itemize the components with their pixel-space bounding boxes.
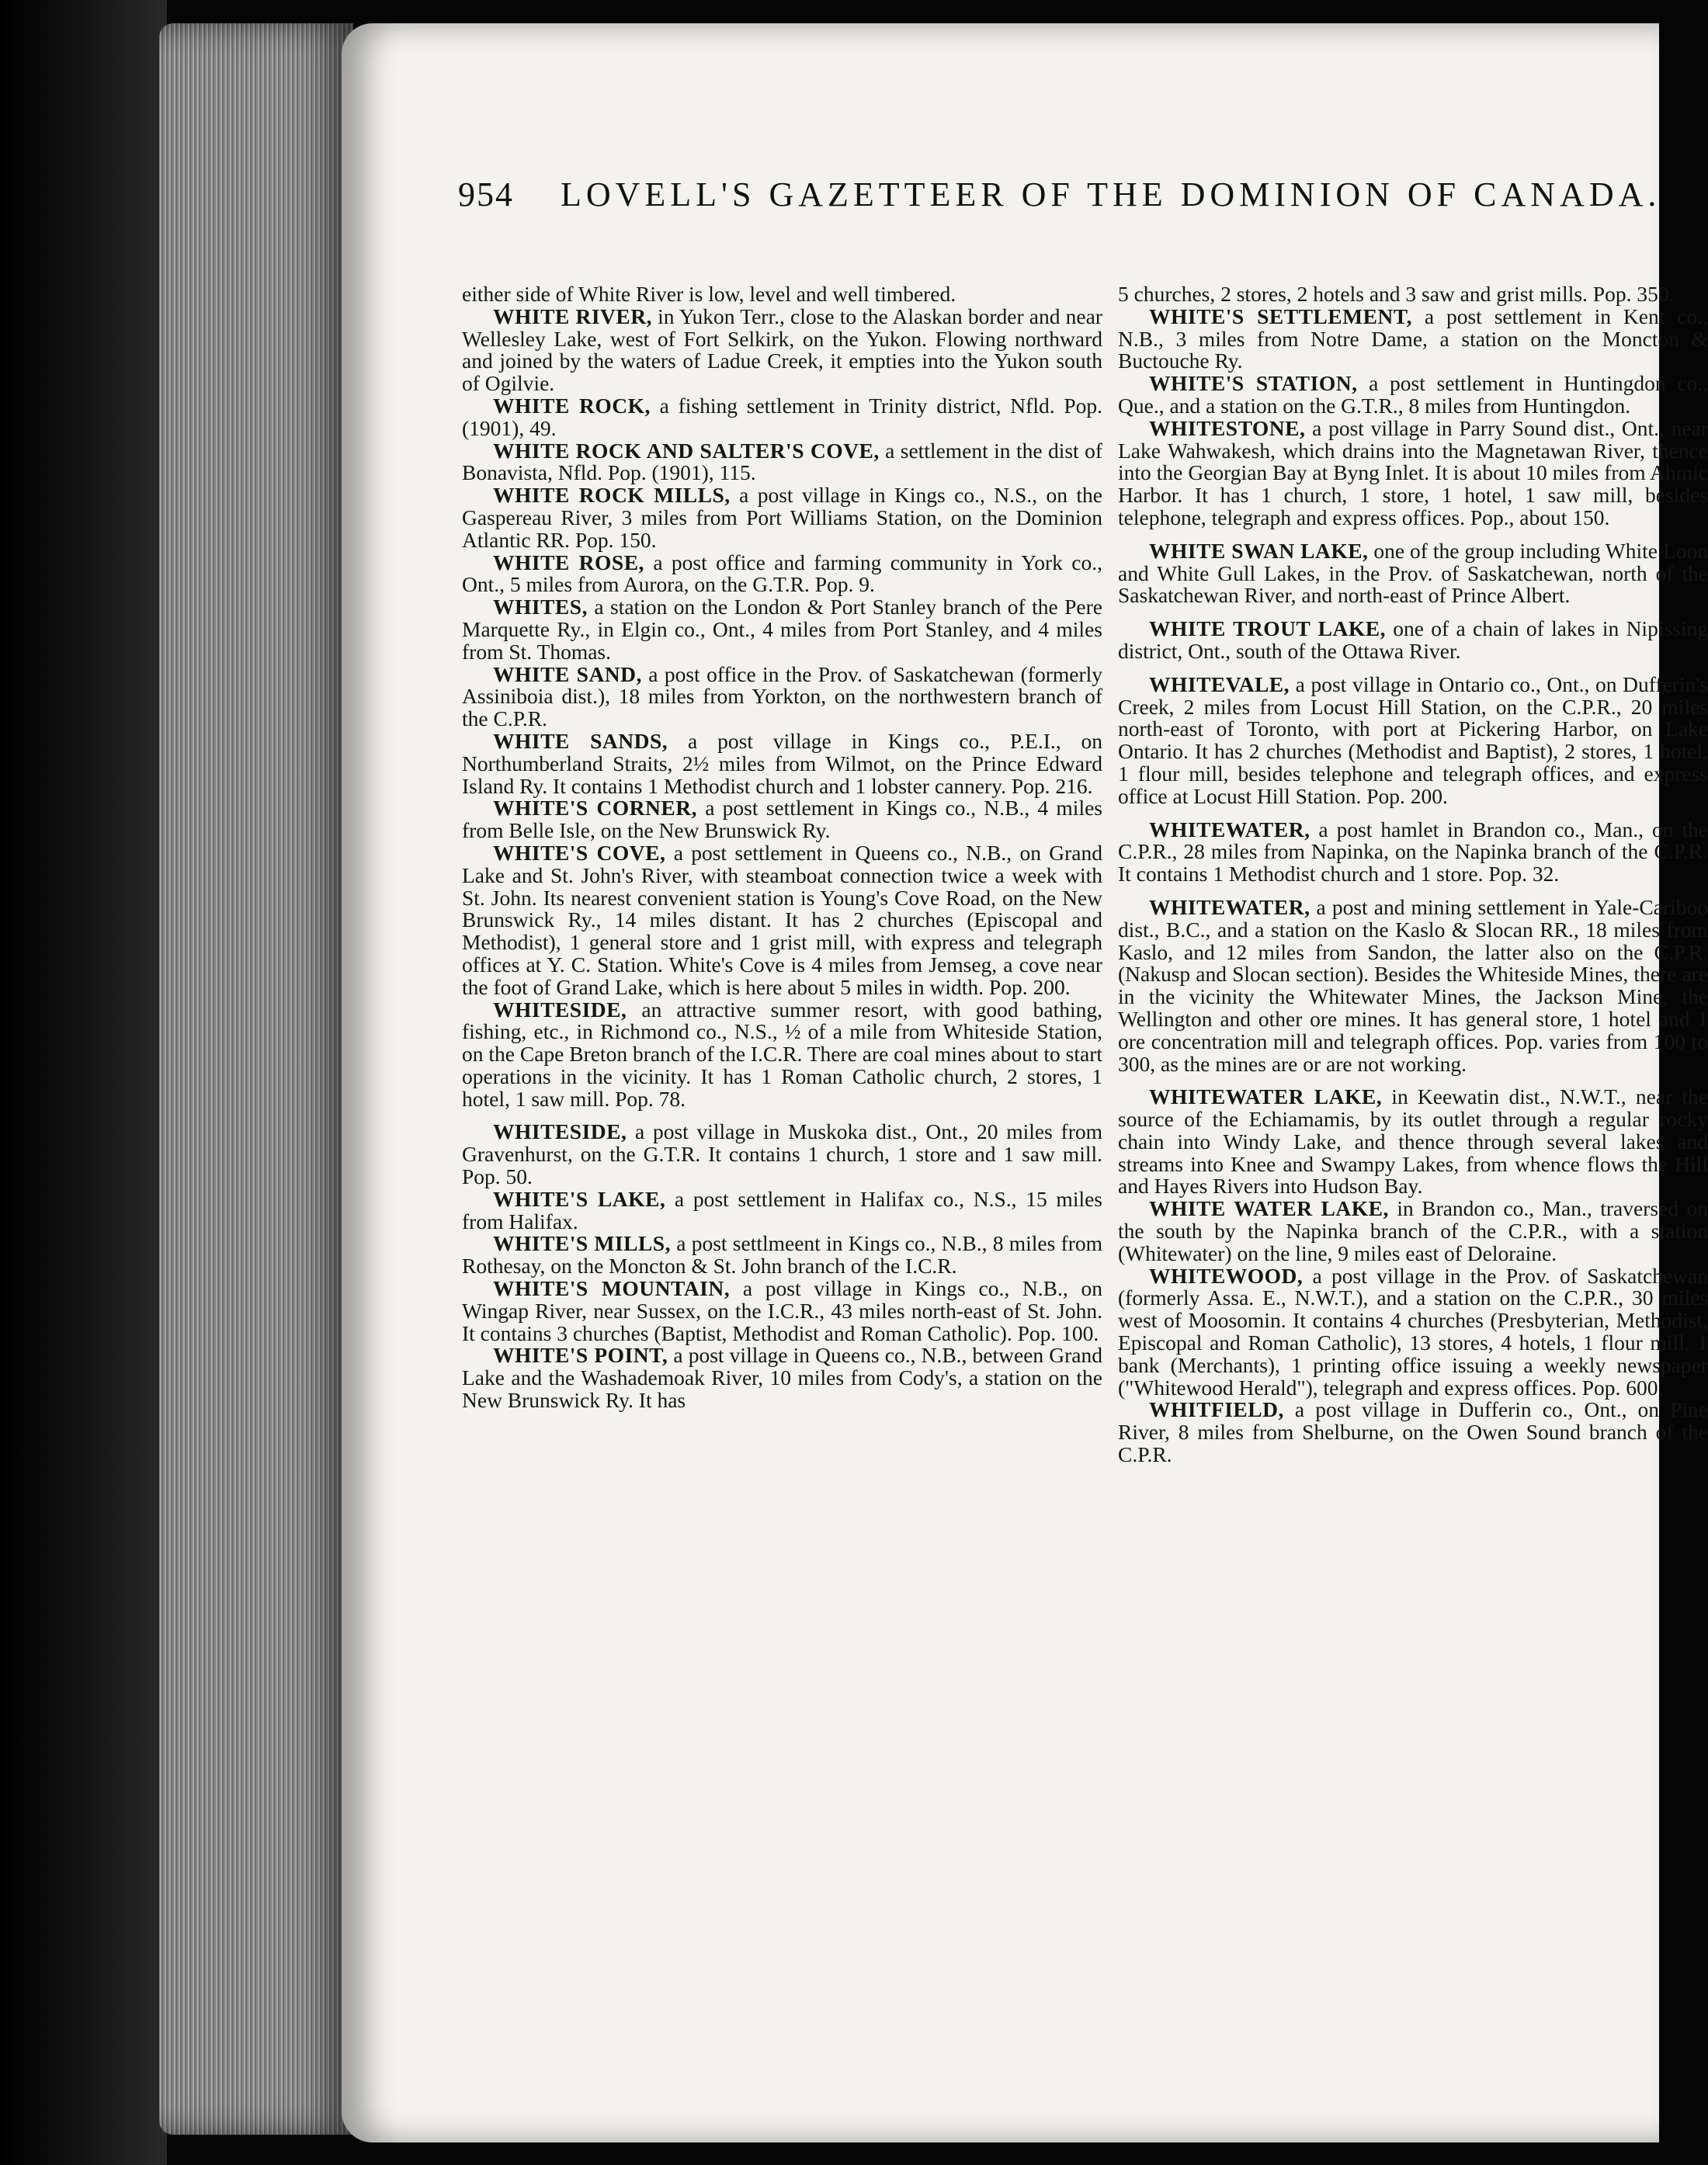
gazetteer-entry bbox=[462, 1278, 1102, 1344]
gazetteer-entry bbox=[1118, 618, 1708, 663]
page-title: LOVELL'S GAZETTEER OF THE DOMINION OF CANADA. bbox=[561, 175, 1661, 213]
entry-headword: WHITEWATER, bbox=[1149, 817, 1311, 841]
entry-headword: WHITE'S LAKE, bbox=[493, 1186, 666, 1211]
entry-text: 5 churches, 2 stores, 2 hotels and 3 saw and grist mills. Pop. 350. bbox=[1118, 282, 1675, 306]
gazetteer-entry bbox=[462, 661, 1102, 731]
gazetteer-entry bbox=[1118, 1198, 1708, 1265]
entry-headword: WHITE ROSE, bbox=[493, 550, 644, 574]
entry-headword: WHITE WATER LAKE, bbox=[1149, 1196, 1389, 1221]
entry-text: a post settlmeent in Kings co., N.B., 8 miles from Rothesay, on the Moncton & St. John branch of the I.C.R. bbox=[462, 1231, 1102, 1279]
gazetteer-entry bbox=[1118, 415, 1708, 529]
entry-headword: WHITESTONE, bbox=[1149, 415, 1306, 440]
right-column bbox=[1118, 283, 1708, 1466]
entry-text: a post village in Kings co., N.B., on Wingap River, near Sussex, on the I.C.R., 43 miles north-east of St. John. It contains 3 churches (Baptist, Methodist and Roman Catholic). Pop. 100. bbox=[462, 1276, 1102, 1345]
gazetteer-entry bbox=[1118, 819, 1708, 886]
entry-headword: WHITE'S COVE, bbox=[493, 840, 666, 865]
gazetteer-entry bbox=[462, 484, 1102, 551]
entry-text: an attractive summer resort, with good bathing, fishing, etc., in Richmond co., N.S., ½ of a mile from Whiteside Station, on the Cape Breton branch of the I.C.R. There are coal mines about to start operations in the vicinity. It has 1 Roman Catholic church, 2 stores, 1 hotel, 1 saw mill. Pop. 78. bbox=[462, 997, 1102, 1111]
entry-headword: WHITE'S MOUNTAIN, bbox=[493, 1276, 731, 1301]
entry-text: a post village in Parry Sound dist., Ont., near Lake Wahwakesh, which drains into the Magnetawan River, thence into the Georgian Bay at Byng Inlet. It is about 10 miles from Ahmic Harbor. It has 1 church, 1 store, 1 hotel, 1 saw mill, besides telephone, telegraph and express offices. Pop., about 150. bbox=[1118, 415, 1708, 529]
entry-text: a post village in the Prov. of Saskatchewan (formerly Assa. E., N.W.T.), and a station on the C.P.R., 30 miles west of Moosomin. It contains 4 churches (Presbyterian, Methodist, Episcopal and Roman Catholic), 13 stores, 4 hotels, 1 flour mill, 1 bank (Merchants), 1 printing office issuing a weekly newspaper ("Whitewood Herald"), telegraph and express offices. Pop. 600. bbox=[1118, 1263, 1708, 1400]
entry-text: a settlement in the dist of Bonavista, Nfld. Pop. (1901), 115. bbox=[462, 438, 1102, 485]
entry-headword: WHITESIDE, bbox=[493, 997, 627, 1022]
entry-text: a post settlement in Kent co., N.B., 3 miles from Notre Dame, a station on the Moncton & Buctouche Ry. bbox=[1118, 304, 1708, 373]
gazetteer-entry bbox=[462, 552, 1102, 597]
gazetteer-entry bbox=[462, 395, 1102, 440]
entry-headword: WHITES, bbox=[493, 595, 588, 619]
gazetteer-entry bbox=[1118, 540, 1708, 607]
entry-text: a post settlement in Queens co., N.B., on Grand Lake and St. John's River, with steamboat connection twice a week with St. John. Its nearest convenient station is Young's Cove Road, on the New Brunswick Ry., 14 miles distant. It has 2 churches (Episcopal and Methodist), 1 general store and 1 grist mill, with express and telegraph offices at Y. C. Station. White's Cove is 4 miles from Jemseg, a cove near the foot of Grand Lake, which is here about 5 miles in width. Pop. 200. bbox=[462, 840, 1102, 999]
entry-headword: WHITE SANDS, bbox=[493, 728, 668, 753]
entry-text: a fishing settlement in Trinity district, Nfld. Pop. (1901), 49. bbox=[462, 393, 1103, 440]
entry-text: a post settlement in Kings co., N.B., 4 miles from Belle Isle, on the New Brunswick Ry. bbox=[462, 796, 1102, 843]
entry-text: in Keewatin dist., N.W.T., near the source of the Echiamamis, by its outlet through a regular rocky chain into Windy Lake, and thence through several lakes and streams into Knee and Swampy Lakes, from whence flows the Hill and Hayes Rivers into Hudson Bay. bbox=[1118, 1084, 1708, 1199]
book-page bbox=[342, 23, 1708, 2142]
entry-text: a post village in Muskoka dist., Ont., 20 miles from Gravenhurst, on the G.T.R. It contains 1 church, 1 store and 1 saw mill. Pop. 50. bbox=[462, 1119, 1102, 1189]
gazetteer-entry bbox=[462, 1233, 1102, 1278]
entry-text: a post village in Kings co., P.E.I., on Northumberland Straits, 2½ miles from Wilmot, on the Prince Edward Island Ry. It contains 1 Methodist church and 1 lobster cannery. Pop. 216. bbox=[462, 728, 1102, 798]
entry-headword: WHITEWATER LAKE, bbox=[1149, 1084, 1383, 1109]
entry-text: a post office in the Prov. of Saskatchewan (formerly Assiniboia dist.), 18 miles from Yorkton, on the northwestern branch of the C.P.R. bbox=[462, 661, 1102, 731]
entry-headword: WHITEWATER, bbox=[1149, 894, 1311, 919]
book-page-edges bbox=[159, 23, 353, 2135]
gazetteer-entry bbox=[1118, 671, 1708, 808]
page-number: 954 bbox=[458, 175, 514, 213]
gazetteer-entry bbox=[462, 797, 1102, 842]
gazetteer-entry bbox=[462, 1121, 1102, 1188]
gazetteer-entry bbox=[462, 730, 1102, 797]
gazetteer-entry bbox=[462, 440, 1102, 485]
entry-text: a station on the London & Port Stanley branch of the Pere Marquette Ry., in Elgin co., Ont., 4 miles from Port Stanley, and 4 miles from St. Thomas. bbox=[462, 595, 1102, 664]
running-header bbox=[458, 175, 1659, 214]
entry-text: a post and mining settlement in Yale-Cariboo dist., B.C., and a station on the Kaslo & Slocan RR., 18 miles from Kaslo, and 12 miles from Sandon, the latter also on the C.P.R. (Nakusp and Slocan section). Besides the Whiteside Mines, there are in the vicinity the Whitewater Mines, the Jackson Mine, the Wellington and other ore mines. It has general store, 1 hotel and 1 ore concentration mill and telegraph offices. Pop. varies from 100 to 300, as the mines are or are not working. bbox=[1118, 894, 1708, 1076]
entry-headword: WHITE ROCK AND SALTER'S COVE, bbox=[493, 438, 880, 463]
gazetteer-entry bbox=[462, 1188, 1102, 1233]
entry-headword: WHITESIDE, bbox=[493, 1119, 627, 1144]
gazetteer-entry bbox=[1118, 1265, 1708, 1400]
entry-headword: WHITFIELD, bbox=[1149, 1397, 1284, 1422]
entry-headword: WHITE'S STATION, bbox=[1149, 371, 1358, 396]
gazetteer-entry bbox=[1118, 306, 1708, 373]
entry-text: a post settlement in Huntingdon co., Que., and a station on the G.T.R., 8 miles from Huntingdon. bbox=[1118, 371, 1708, 418]
gazetteer-entry bbox=[1118, 1086, 1708, 1198]
entry-headword: WHITE'S CORNER, bbox=[493, 796, 697, 821]
entry-headword: WHITEWOOD, bbox=[1149, 1263, 1304, 1288]
gazetteer-entry bbox=[1118, 894, 1708, 1076]
entry-text: in Brandon co., Man., traversed on the south by the Napinka branch of the C.P.R., with a station (Whitewater) on the line, 9 miles east of Deloraine. bbox=[1118, 1196, 1708, 1265]
entry-headword: WHITE ROCK, bbox=[493, 393, 651, 418]
gazetteer-entry bbox=[1118, 1399, 1708, 1466]
entry-headword: WHITE RIVER, bbox=[493, 304, 652, 328]
gazetteer-entry bbox=[462, 999, 1102, 1111]
gazetteer-entry bbox=[462, 306, 1102, 395]
entry-text: a post village in Queens co., N.B., between Grand Lake and the Washademoak River, 10 miles from Cody's, a station on the New Brunswick Ry. It has bbox=[462, 1343, 1102, 1413]
gazetteer-entry bbox=[462, 842, 1102, 999]
entry-text: a post settlement in Halifax co., N.S., 15 miles from Halifax. bbox=[462, 1186, 1103, 1233]
entry-headword: WHITE'S POINT, bbox=[493, 1343, 668, 1368]
scan-background bbox=[0, 0, 167, 2165]
entry-headword: WHITE SWAN LAKE, bbox=[1149, 538, 1369, 563]
entry-text: a post village in Dufferin co., Ont., on Pine River, 8 miles from Shelburne, on the Owen Sound branch of the C.P.R. bbox=[1118, 1397, 1708, 1467]
entry-text: a post office and farming community in York co., Ont., 5 miles from Aurora, on the G.T.R. Pop. 9. bbox=[462, 550, 1102, 597]
gazetteer-entry bbox=[462, 283, 1102, 306]
entry-headword: WHITE'S MILLS, bbox=[493, 1231, 671, 1256]
gazetteer-entry bbox=[1118, 283, 1708, 306]
gazetteer-entry bbox=[462, 1344, 1102, 1411]
entry-text: a post village in Ontario co., Ont., on Dufferin's Creek, 2 miles from Locust Hill Station, on the C.P.R., 20 miles north-east of Toronto, with port at Pickering Harbor, on Lake Ontario. It has 2 churches (Methodist and Baptist), 2 stores, 1 hotel, 1 flour mill, besides telephone and telegraph offices, and express office at Locust Hill Station. Pop. 200. bbox=[1118, 671, 1708, 808]
entry-text: a post village in Kings co., N.S., on the Gaspereau River, 3 miles from Port Williams Station, on the Dominion Atlantic RR. Pop. 150. bbox=[462, 483, 1102, 552]
entry-text: one of a chain of lakes in Nipissing district, Ont., south of the Ottawa River. bbox=[1118, 616, 1708, 663]
entry-headword: WHITE TROUT LAKE, bbox=[1149, 616, 1386, 641]
gazetteer-entry bbox=[1118, 373, 1708, 418]
entry-headword: WHITEVALE, bbox=[1149, 671, 1290, 696]
gazetteer-entry bbox=[462, 596, 1102, 663]
entry-headword: WHITE ROCK MILLS, bbox=[493, 483, 731, 508]
entry-text: in Yukon Terr., close to the Alaskan border and near Wellesley Lake, west of Fort Selkirk, on the Yukon. Flowing northward and joined by the waters of Ladue Creek, it empties into the Yukon south of Ogilvie. bbox=[462, 304, 1103, 396]
entry-text: either side of White River is low, level and well timbered. bbox=[462, 282, 956, 306]
entry-headword: WHITE'S SETTLEMENT, bbox=[1149, 304, 1412, 328]
left-column bbox=[462, 283, 1102, 1412]
entry-text: a post hamlet in Brandon co., Man., on the C.P.R., 28 miles from Napinka, on the Napinka branch of the C.P.R. It contains 1 Methodist church and 1 store. Pop. 32. bbox=[1118, 817, 1708, 886]
entry-headword: WHITE SAND, bbox=[493, 661, 642, 686]
entry-text: one of the group including White Loon and White Gull Lakes, in the Prov. of Saskatchewan, north of the Saskatchewan River, and north-east of Prince Albert. bbox=[1118, 538, 1708, 608]
